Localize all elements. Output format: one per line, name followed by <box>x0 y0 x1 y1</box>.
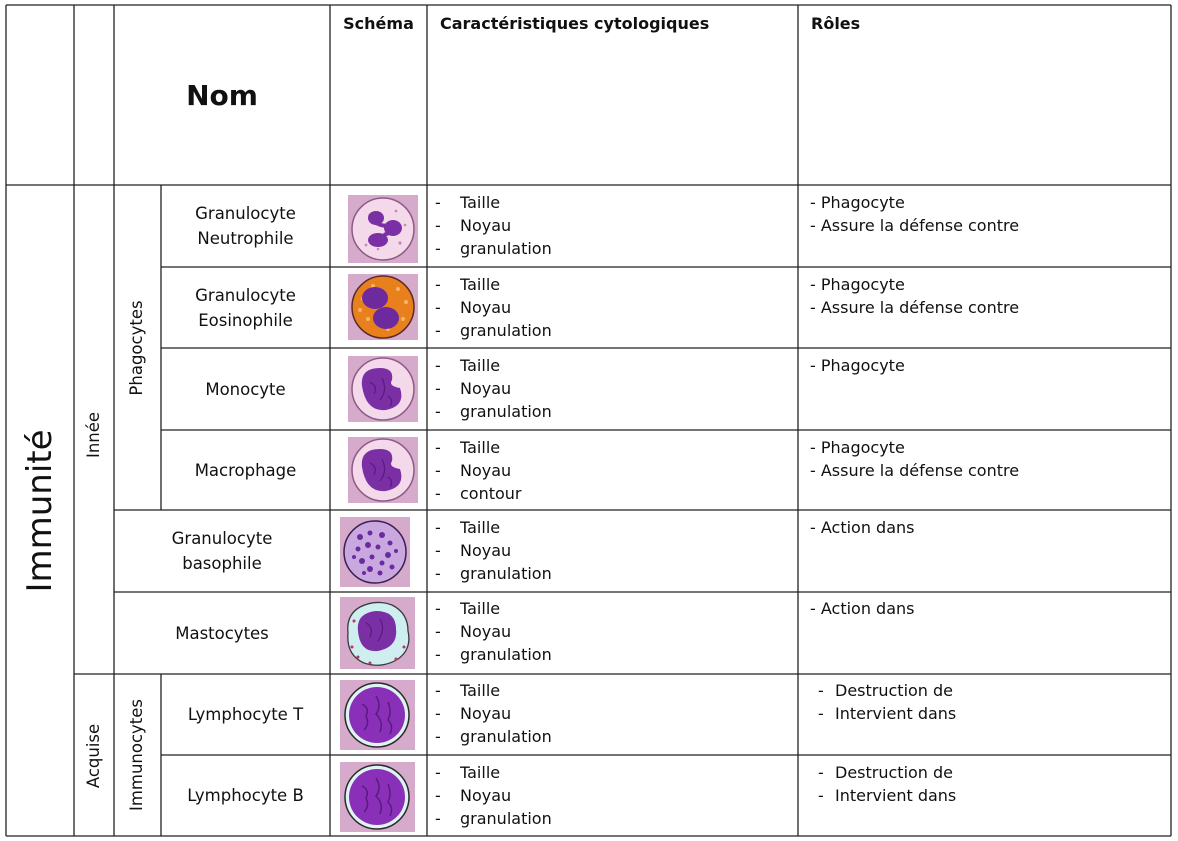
row-name-lymphocyte-t: Lymphocyte T <box>187 705 304 724</box>
row-cyto-monocyte: - Taille - Noyau - granulation <box>427 355 798 423</box>
row-roles-basophile: - Action dans <box>810 518 915 537</box>
row-roles-eosinophile: - Phagocyte - Assure la défense contre <box>810 275 1020 317</box>
row-name-basophile: Granulocyte basophile <box>171 529 273 573</box>
row-roles-neutrophile: - Phagocyte - Assure la défense contre <box>810 193 1020 235</box>
basophil-cell-image <box>340 517 410 587</box>
nom-title: Nom <box>186 78 258 112</box>
monocyte-cell-image <box>348 356 418 422</box>
header-schema: Schéma <box>343 14 414 33</box>
row-name-monocyte: Monocyte <box>205 379 286 399</box>
row-cyto-neutrophile: - Taille - Noyau - granulation <box>427 192 798 260</box>
header-nom <box>114 5 330 185</box>
eosinophil-cell-image <box>348 274 418 340</box>
macrophage-cell-image <box>348 437 418 503</box>
row-cyto-mastocytes: - Taille - Noyau - granulation <box>427 598 798 666</box>
row-name-eosinophile: Granulocyte Eosinophile <box>195 285 296 330</box>
header-roles: Rôles <box>811 14 861 33</box>
row-cyto-eosinophile: - Taille - Noyau - granulation <box>427 274 798 342</box>
group-immunocytes: Immunocytes <box>127 698 146 812</box>
row-roles-mastocytes: - Action dans <box>810 599 915 618</box>
row-name-mastocytes: Mastocytes <box>175 623 269 643</box>
row-cyto-macrophage: - Taille - Noyau - contour <box>427 437 798 505</box>
row-cyto-lymphocyte-t: - Taille - Noyau - granulation <box>427 680 798 748</box>
lymphocyte-t-cell-image <box>340 680 415 750</box>
header-caracteristiques: Caractéristiques cytologiques <box>440 14 710 33</box>
lymphocyte-b-cell-image <box>340 762 415 832</box>
group-acquise: Acquise <box>84 723 103 789</box>
row-cyto-lymphocyte-b: - Taille - Noyau - granulation <box>427 762 798 830</box>
row-name-macrophage: Macrophage <box>194 460 297 480</box>
group-innee: Innée <box>84 411 103 459</box>
row-roles-macrophage: - Phagocyte - Assure la défense contre <box>810 438 1020 480</box>
mastocyte-cell-image <box>340 597 415 669</box>
neutrophil-cell-image <box>348 195 418 263</box>
row-roles-lymphocyte-b: - Destruction de - Intervient dans <box>810 762 1170 808</box>
group-immunite: Immunité <box>20 429 60 593</box>
row-roles-monocyte: - Phagocyte <box>810 356 905 375</box>
row-cyto-basophile: - Taille - Noyau - granulation <box>427 517 798 585</box>
group-phagocytes: Phagocytes <box>127 300 146 396</box>
row-name-lymphocyte-b: Lymphocyte B <box>187 786 304 805</box>
row-name-neutrophile: Granulocyte Neutrophile <box>195 204 296 248</box>
row-roles-lymphocyte-t: - Destruction de - Intervient dans <box>810 680 1170 726</box>
